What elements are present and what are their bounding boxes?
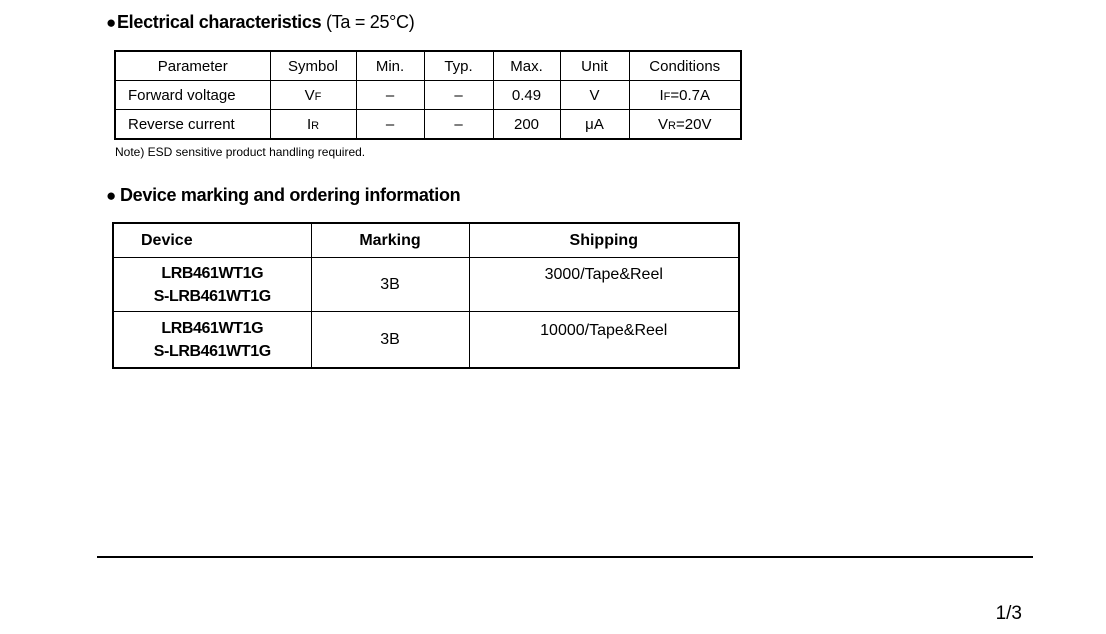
symbol-subscript: R bbox=[311, 119, 320, 132]
bullet-icon: ● bbox=[106, 186, 116, 205]
column-header: Min. bbox=[356, 51, 424, 81]
device-name: S-LRB461WT1G bbox=[153, 287, 271, 305]
column-header: Conditions bbox=[629, 51, 741, 81]
column-header: Symbol bbox=[270, 51, 356, 81]
device-marking-heading bbox=[106, 185, 460, 206]
unit-cell: μA bbox=[560, 110, 629, 140]
symbol-cell bbox=[270, 110, 356, 140]
condition-main: V bbox=[658, 115, 669, 133]
shipping-cell: 3000/Tape&Reel bbox=[469, 258, 739, 312]
column-header: Shipping bbox=[469, 223, 739, 258]
parameter-cell: Reverse current bbox=[115, 110, 270, 140]
typ-cell: – bbox=[424, 110, 493, 140]
marking-cell: 3B bbox=[311, 312, 469, 369]
table-header-row bbox=[115, 51, 741, 81]
esd-note: Note) ESD sensitive product handling required. bbox=[115, 145, 366, 159]
temperature-condition: (Ta = 25°C) bbox=[321, 12, 415, 32]
electrical-characteristics-table bbox=[114, 50, 742, 140]
table-row bbox=[113, 312, 739, 369]
ordering-information-table bbox=[112, 222, 740, 369]
condition-value: =0.7A bbox=[670, 86, 711, 104]
min-cell: – bbox=[356, 110, 424, 140]
symbol-cell bbox=[270, 81, 356, 110]
condition-subscript: F bbox=[663, 90, 671, 103]
device-cell bbox=[113, 258, 311, 312]
column-header: Max. bbox=[493, 51, 560, 81]
column-header: Marking bbox=[311, 223, 469, 258]
table-row bbox=[115, 81, 741, 110]
min-cell: – bbox=[356, 81, 424, 110]
condition-subscript: R bbox=[668, 119, 676, 132]
page-number: 1/3 bbox=[995, 603, 1022, 624]
column-header: Typ. bbox=[424, 51, 493, 81]
symbol-subscript: F bbox=[314, 90, 322, 103]
max-cell: 200 bbox=[493, 110, 560, 140]
table-row bbox=[115, 110, 741, 140]
condition-value: =20V bbox=[676, 115, 712, 133]
max-cell: 0.49 bbox=[493, 81, 560, 110]
condition-main: I bbox=[659, 86, 664, 104]
section-title: Electrical characteristics bbox=[116, 12, 322, 32]
table-header-row bbox=[113, 223, 739, 258]
parameter-cell: Forward voltage bbox=[115, 81, 270, 110]
column-header: Unit bbox=[560, 51, 629, 81]
bullet-icon: ● bbox=[106, 13, 116, 32]
unit-cell: V bbox=[560, 81, 629, 110]
section-title: Device marking and ordering information bbox=[119, 185, 461, 205]
marking-cell: 3B bbox=[311, 258, 469, 312]
column-header: Device bbox=[113, 223, 311, 258]
symbol-main: V bbox=[304, 86, 315, 104]
device-name: LRB461WT1G bbox=[161, 264, 264, 282]
conditions-cell bbox=[629, 81, 741, 110]
symbol-main: I bbox=[306, 115, 312, 133]
electrical-characteristics-heading bbox=[106, 12, 414, 33]
device-name: LRB461WT1G bbox=[161, 319, 264, 337]
footer-divider bbox=[97, 556, 1033, 558]
device-cell bbox=[113, 312, 311, 369]
column-header: Parameter bbox=[115, 51, 270, 81]
device-name: S-LRB461WT1G bbox=[153, 342, 271, 360]
typ-cell: – bbox=[424, 81, 493, 110]
conditions-cell bbox=[629, 110, 741, 140]
shipping-cell: 10000/Tape&Reel bbox=[469, 312, 739, 369]
table-row bbox=[113, 258, 739, 312]
